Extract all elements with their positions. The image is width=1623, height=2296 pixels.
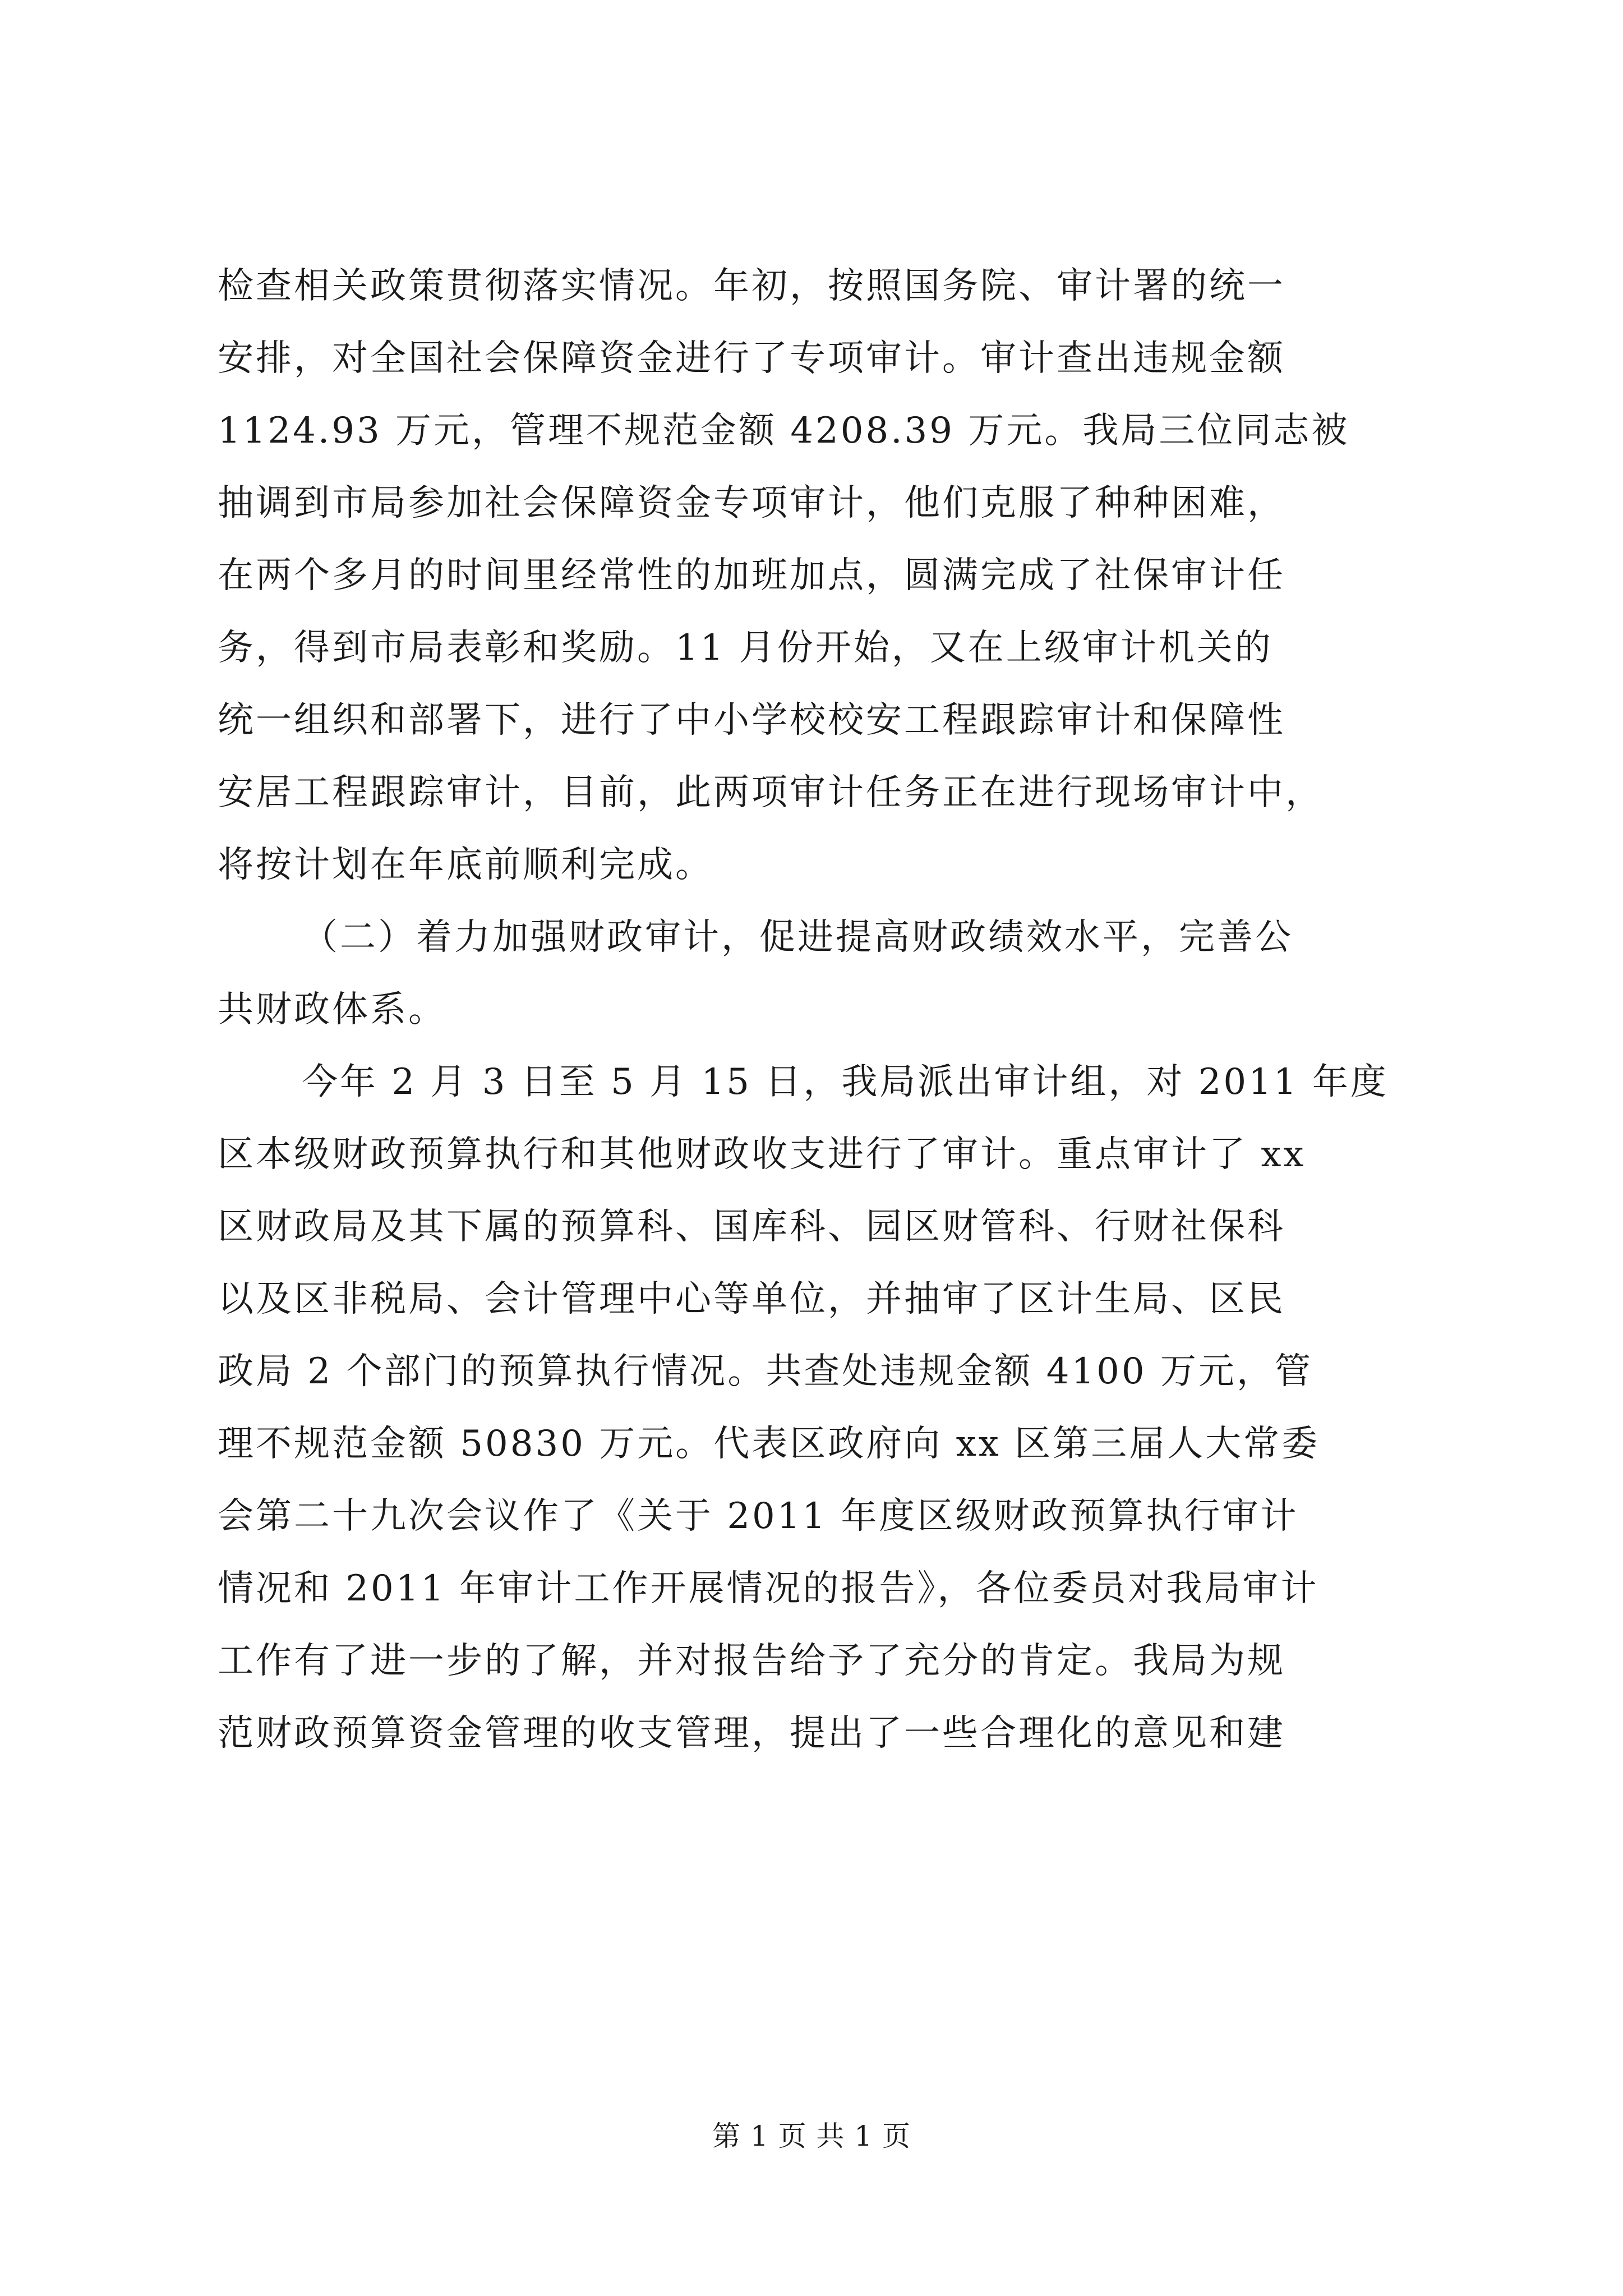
- text-line: 范财政预算资金管理的收支管理，提出了一些合理化的意见和建: [218, 1713, 1285, 1754]
- text-line: 会第二十九次会议作了《关于 2011 年度区级财政预算执行审计: [218, 1496, 1299, 1537]
- text-line: 政局 2 个部门的预算执行情况。共查处违规金额 4100 万元，管: [218, 1351, 1313, 1392]
- text-line: 1124.93 万元，管理不规范金额 4208.39 万元。我局三位同志被: [218, 410, 1350, 452]
- text-line: 在两个多月的时间里经常性的加班加点，圆满完成了社保审计任: [218, 555, 1285, 596]
- text-line: 统一组织和部署下，进行了中小学校校安工程跟踪审计和保障性: [218, 700, 1285, 741]
- page-footer: 第 1 页 共 1 页: [712, 2120, 911, 2152]
- text-line: 情况和 2011 年审计工作开展情况的报告》，各位委员对我局审计: [218, 1568, 1319, 1609]
- text-line: 安排，对全国社会保障资金进行了专项审计。审计查出违规金额: [218, 338, 1285, 379]
- text-line: 务，得到市局表彰和奖励。11 月份开始，又在上级审计机关的: [218, 627, 1273, 669]
- text-line: 理不规范金额 50830 万元。代表区政府向 xx 区第三届人大常委: [218, 1423, 1320, 1465]
- section-heading-line: （二）着力加强财政审计，促进提高财政绩效水平，完善公: [302, 917, 1293, 958]
- text-line: 安居工程跟踪审计，目前，此两项审计任务正在进行现场审计中，: [218, 772, 1324, 813]
- text-line: 区本级财政预算执行和其他财政收支进行了审计。重点审计了 xx: [218, 1134, 1306, 1175]
- text-line: 抽调到市局参加社会保障资金专项审计，他们克服了种种困难，: [218, 482, 1285, 524]
- text-line: 以及区非税局、会计管理中心等单位，并抽审了区计生局、区民: [218, 1278, 1285, 1320]
- text-line: 今年 2 月 3 日至 5 月 15 日，我局派出审计组，对 2011 年度: [302, 1061, 1389, 1103]
- document-body: [218, 0, 1422, 2076]
- text-line: 将按计划在年底前顺利完成。: [218, 844, 713, 886]
- text-line: 检查相关政策贯彻落实情况。年初，按照国务院、审计署的统一: [218, 265, 1285, 307]
- text-line: 区财政局及其下属的预算科、国库科、园区财管科、行财社保科: [218, 1206, 1285, 1248]
- text-line: 工作有了进一步的了解，并对报告给予了充分的肯定。我局为规: [218, 1640, 1285, 1682]
- section-heading-line: 共财政体系。: [218, 989, 446, 1030]
